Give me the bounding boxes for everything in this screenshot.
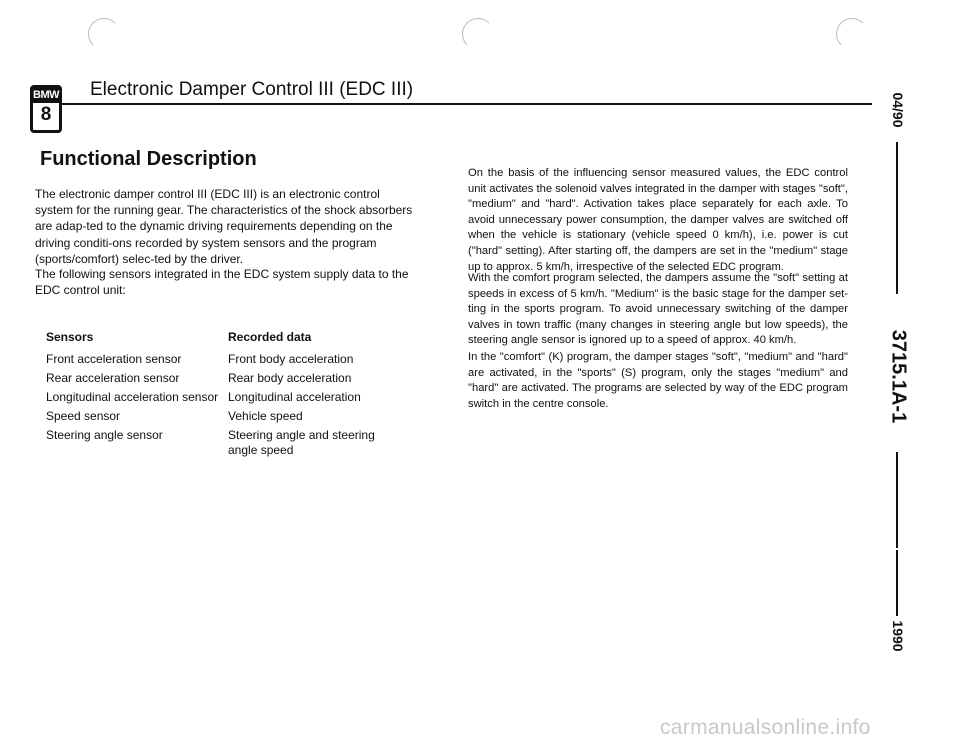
recorded-data-cell: Steering angle and steering angle speed [228, 428, 375, 457]
logo-brand-text: BMW [33, 89, 59, 101]
column-header-sensors: Sensors [46, 330, 94, 344]
recorded-data-cell: Vehicle speed [228, 409, 303, 423]
section-heading: Functional Description [40, 148, 257, 170]
margin-date: 04/90 [890, 92, 906, 128]
table-row [46, 371, 388, 390]
watermark-text: carmanualsonline.info [660, 716, 871, 739]
sensor-cell: Front acceleration sensor [46, 352, 182, 366]
sensors-intro-paragraph: The following sensors integrated in the EDC system supply data to the EDC control unit: [35, 267, 409, 298]
intro-paragraph: The electronic damper control III (EDC III) is an electronic control system for the running gear. The characteristics of the shock absorbers are adap-ted to the dynamic driving requirements depending on the driving conditi-ons recorded by system sensors and the program (sports/comfort) selec-ted by the driver. [35, 187, 413, 266]
table-row [46, 352, 388, 371]
recorded-data-cell: Rear body acceleration [228, 371, 352, 385]
corner-arc-center [462, 18, 494, 50]
document-title: Electronic Damper Control III (EDC III) [90, 79, 414, 100]
margin-line-upper [896, 142, 898, 294]
margin-line-middle [896, 452, 898, 548]
recorded-data-cell: Front body acceleration [228, 352, 354, 366]
comfort-program-paragraph: With the comfort program selected, the dampers assume the "soft" setting at speeds in excess of 5 km/h. "Medium" is the basic stage for the damper set-ting in the sports program. To avoid unnecessary switching of the damper valves in town traffic (many changes in steering angle but low speeds), the steering angle sensor is ignored up to a speed of approx. 40 km/h. [468, 272, 848, 347]
control-activation-paragraph: On the basis of the influencing sensor measured values, the EDC control unit activates the solenoid valves integrated in the damper with stages "soft", "medium" and "hard". Activation takes place separately for each axle. To avoid unnecessary power consumption, the damper valves are switched off when the vehicle is stationary (vehicle speed 0 km/h), i.e. power is cut ("hard" setting). After starting off, the dampers are set in the "medium" stage up to approx. 5 km/h, irrespective of the selected EDC program. [468, 167, 848, 273]
sensor-cell: Rear acceleration sensor [46, 371, 180, 385]
sensor-cell: Steering angle sensor [46, 428, 163, 442]
table-header-row [46, 330, 388, 352]
column-header-recorded-data: Recorded data [228, 330, 312, 344]
margin-section-number: 3715.1A-1 [887, 329, 910, 424]
table-row [46, 390, 388, 409]
recorded-data-cell: Longitudinal acceleration [228, 390, 361, 404]
sensor-table [46, 330, 388, 458]
sensor-cell: Longitudinal acceleration sensor [46, 390, 219, 404]
sensor-cell: Speed sensor [46, 409, 121, 423]
table-row [46, 428, 388, 458]
header-rule [62, 103, 872, 105]
margin-year: 1990 [890, 620, 906, 652]
table-row [46, 409, 388, 428]
bmw-logo-badge [30, 85, 62, 133]
margin-line-lower [896, 550, 898, 616]
corner-arc-right [836, 18, 868, 50]
logo-model-number: 8 [40, 104, 52, 125]
program-stages-paragraph: In the "comfort" (K) program, the damper stages "soft", "medium" and "hard" are activated, in the "sports" (S) program, only the stages "medium" and "hard" are activated. The programs are selected by way of the EDC program switch in the centre console. [468, 351, 848, 410]
corner-arc-left [88, 18, 120, 50]
